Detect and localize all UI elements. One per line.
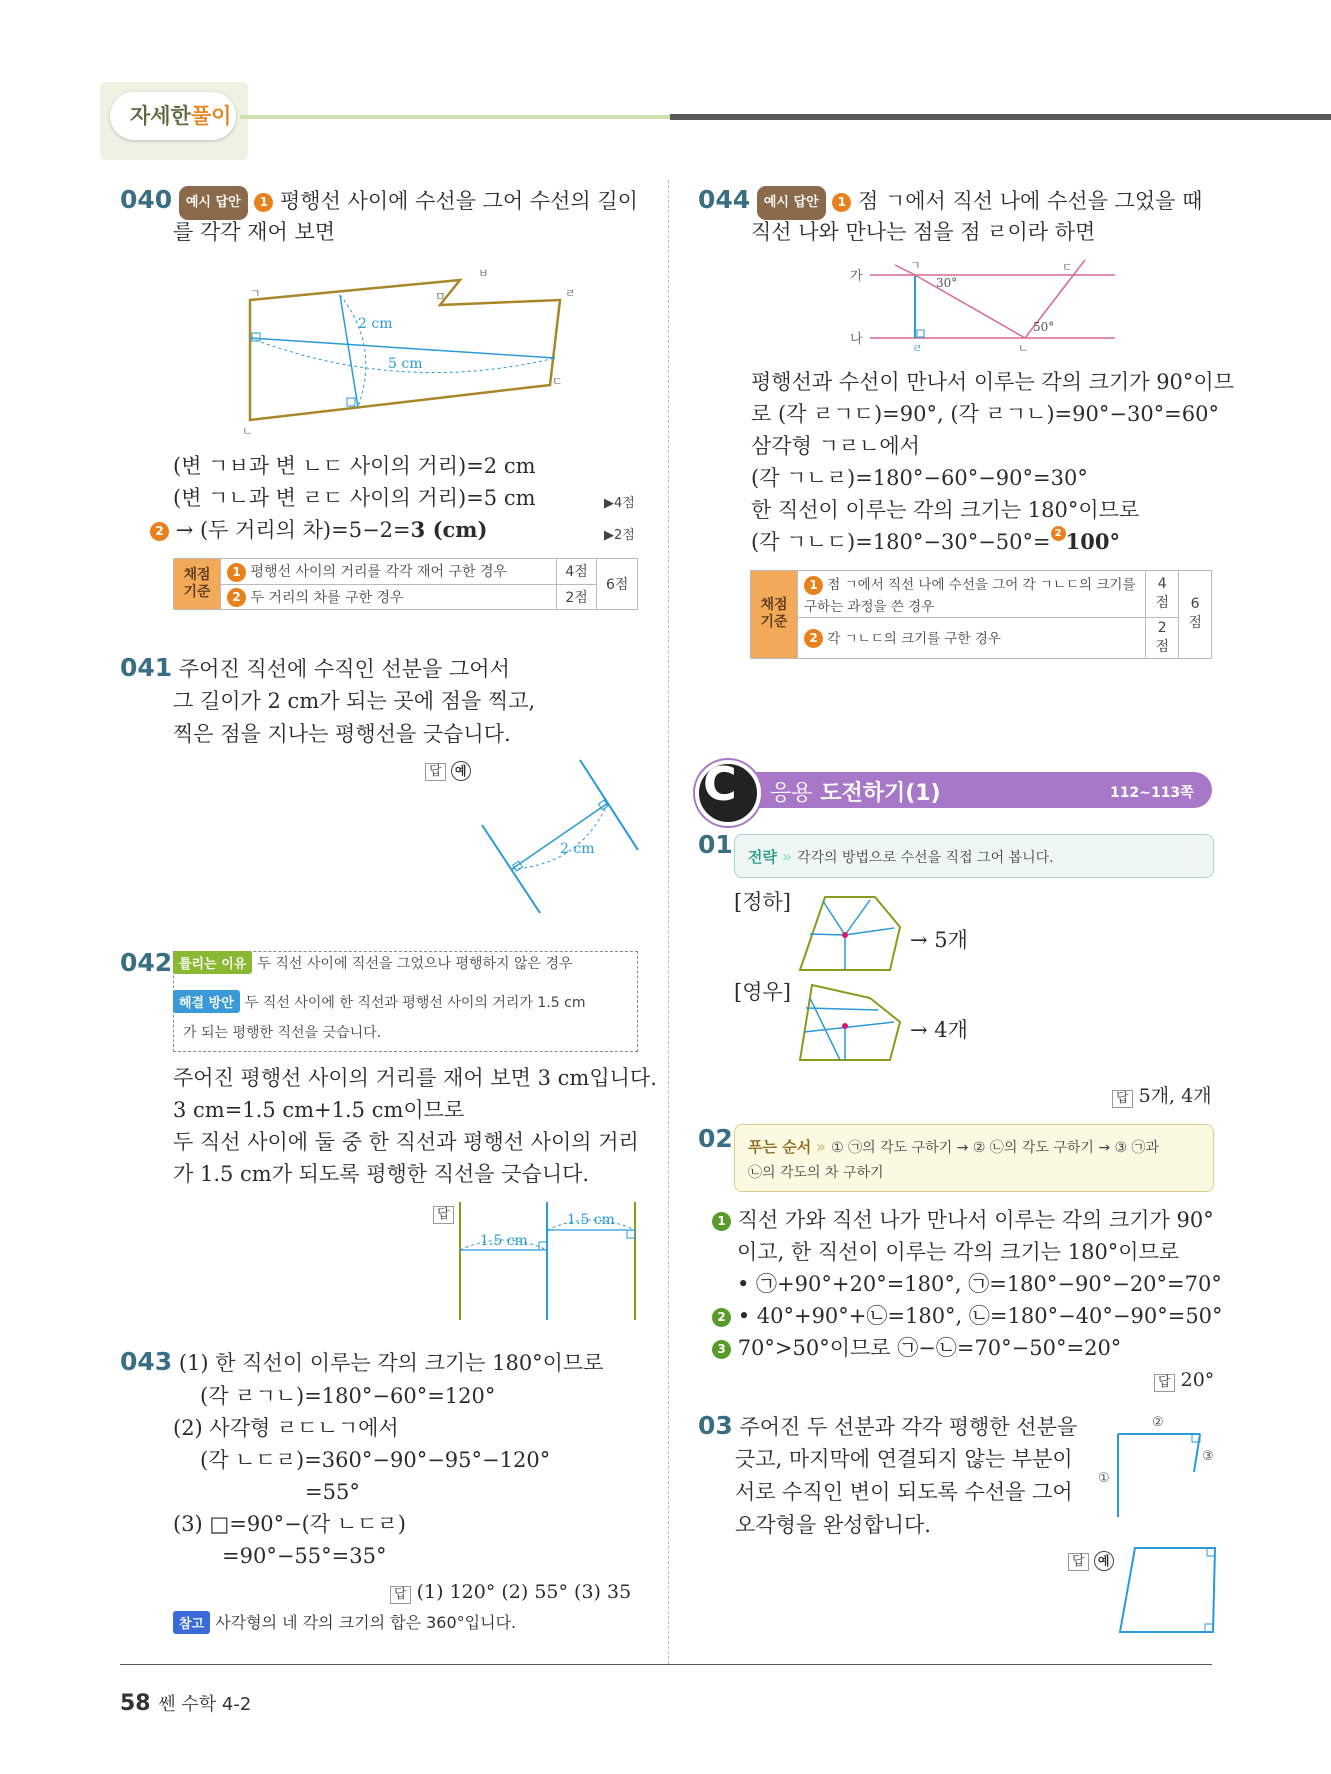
p042-solve-row2: 가 되는 평행한 직선을 긋습니다. [183,1025,382,1041]
answer-01: 답 5개, 4개 [1112,1080,1212,1112]
vertex-label: ㄱ [250,287,261,300]
figure-042 [455,1200,640,1325]
answer-02: 답 20° [1154,1364,1214,1396]
measure-label: 1.5 cm [567,1212,615,1228]
q03-line4: 오각형을 완성합니다. [735,1513,931,1537]
problem-041-line3: 찍은 점을 지나는 평행선을 긋습니다. [173,722,511,746]
angle-label: 50° [1033,320,1055,334]
q03-line2: 긋고, 마지막에 연결되지 않는 부분이 [735,1447,1073,1471]
p040-pts-1: ▶4점 [604,496,635,511]
figure-041 [470,755,650,915]
figure-040 [230,255,590,445]
q02-order-1: 푸는 순서 » ① ㉠의 각도 구하기 → ② ㉡의 각도 구하기 → ③ ㉠과 [748,1137,1160,1156]
p040-line-c: 2 → (두 거리의 차)=5−2=3 (cm) [150,514,487,546]
measure-label: 1.5 cm [480,1233,528,1249]
vertex-label: ㅂ [478,267,489,280]
measure-label: 2 cm [560,841,595,857]
q01-result-1: → 5개 [910,928,968,952]
problem-040-line1: 040 예시 답안 1 평행선 사이에 수선을 그어 수선의 길이 [120,184,638,220]
vertex-label: ㄴ [242,425,253,438]
footer-rule [120,1664,1212,1665]
figure-044 [840,255,1120,355]
q02-line-5: 3 70°>50°이므로 ㉠−㉡=70°−50°=20° [712,1332,1121,1364]
vertex-label: ㄹ [565,287,576,300]
angle-label: 30° [936,276,958,290]
measure-label: 2 cm [358,316,393,332]
q02-line-4: 2 • 40°+90°+㉡=180°, ㉡=180°−40°−90°=50° [712,1300,1223,1332]
p043-line5: =55° [305,1480,360,1504]
p043-note: 참고 사각형의 네 각의 크기의 합은 360°입니다. [173,1610,516,1634]
p043-line2: (각 ㄹㄱㄴ)=180°−60°=120° [200,1384,496,1408]
segment-label: ① [1098,1471,1110,1486]
problem-043-line1: 043 (1) 한 직선이 이루는 각의 크기는 180°이므로 [120,1347,604,1376]
q02-line-3: • ㉠+90°+20°=180°, ㉠=180°−90°−20°=70° [737,1272,1222,1296]
p040-line-b: (변 ㄱㄴ과 변 ㄹㄷ 사이의 거리)=5 cm [173,486,536,510]
answer-042: 답 [433,1203,454,1224]
p044-line-6: (각 ㄱㄴㄷ)=180°−30°−50°= 2 100° [751,528,1120,554]
q03-line3: 서로 수직인 변이 되도록 수선을 그어 [735,1480,1073,1504]
p042-reason-row: 틀리는 이유 두 직선 사이에 직선을 그었으나 평행하지 않은 경우 [173,951,573,974]
vertex-label: ㄷ [552,375,563,388]
section-c-title: 응용 도전하기(1) [770,781,941,806]
header-rule-light [240,115,670,119]
p043-line4: (각 ㄴㄷㄹ)=360°−90°−95°−120° [200,1448,551,1472]
header-logo-text: 자세한풀이 [130,104,232,128]
vertex-label: ㅁ [435,290,446,303]
question-03-line1: 03 주어진 두 선분과 각각 평행한 선분을 [698,1411,1078,1440]
line-label: 나 [850,332,863,347]
vertex-label: ㄹ [912,342,923,355]
question-01-number: 01 [698,830,733,859]
p043-line3: (2) 사각형 ㄹㄷㄴㄱ에서 [173,1416,399,1440]
q01-name-1: [정하] [734,890,791,914]
p042-text-3: 두 직선 사이에 둘 중 한 직선과 평행선 사이의 거리 [173,1130,639,1154]
figure-01-b [790,980,905,1065]
p043-line7: =90°−55°=35° [222,1544,387,1568]
q01-result-2: → 4개 [910,1018,968,1042]
vertex-label: ㄷ [1062,261,1073,274]
p040-pts-2: ▶2점 [604,528,635,543]
problem-044-line1: 044 예시 답안 1 점 ㄱ에서 직선 나에 수선을 그었을 때 [698,184,1202,220]
header-rule-dark [670,114,1331,120]
problem-044-line2: 직선 나와 만나는 점을 점 ㄹ이라 하면 [751,220,1096,244]
p040-line-a: (변 ㄱㅂ과 변 ㄴㄷ 사이의 거리)=2 cm [173,454,536,478]
segment-label: ② [1152,1415,1164,1430]
problem-042-number: 042 [120,948,173,977]
p042-text-2: 3 cm=1.5 cm+1.5 cm이므로 [173,1098,465,1122]
q02-line-2: 이고, 한 직선이 이루는 각의 크기는 180°이므로 [737,1240,1180,1264]
p042-text-4: 가 1.5 cm가 되도록 평행한 직선을 긋습니다. [173,1162,590,1186]
vertex-label: ㄱ [910,259,921,272]
problem-040-line2: 를 각각 재어 보면 [173,220,336,244]
column-divider [668,180,669,1664]
p042-text-1: 주어진 평행선 사이의 거리를 재어 보면 3 cm입니다. [173,1066,657,1090]
line-label: 가 [850,269,863,284]
problem-041-line1: 041 주어진 직선에 수직인 선분을 그어서 [120,653,510,682]
figure-01-a [790,892,905,972]
segment-label: ③ [1202,1449,1214,1464]
section-c-letter: C [703,757,737,811]
answer-041: 답 예 [425,760,471,781]
p044-line-1: 평행선과 수선이 만나서 이루는 각의 크기가 90°이므 [751,370,1234,394]
q02-line-1: 1 직선 가와 직선 나가 만나서 이루는 각의 크기가 90° [712,1204,1214,1236]
q01-strategy: 전략 » 각각의 방법으로 수선을 직접 그어 봅니다. [748,847,1054,866]
p044-line-3: 삼각형 ㄱㄹㄴ에서 [751,434,920,458]
p044-line-2: 로 (각 ㄹㄱㄷ)=90°, (각 ㄹㄱㄴ)=90°−30°=60° [751,402,1219,426]
p044-line-5: 한 직선이 이루는 각의 크기는 180°이므로 [751,498,1140,522]
problem-041-line2: 그 길이가 2 cm가 되는 곳에 점을 찍고, [173,689,536,713]
measure-label: 5 cm [388,356,423,372]
question-02-number: 02 [698,1124,733,1153]
answer-03: 답 예 [1068,1550,1114,1571]
score-table-044: 채점 기준 1 점 ㄱ에서 직선 나에 수선을 그어 각 ㄱㄴㄷ의 크기를 구하는 과정을 쓴 경우 4점 6점 2 각 ㄱㄴㄷ의 크기를 구한 경우 2점 [750,570,1212,659]
figure-03-answer [1115,1540,1225,1640]
score-table-040: 채점 기준 1 평행선 사이의 거리를 각각 재어 구한 경우 4점 6점 2 두 거리의 차를 구한 경우 2점 [173,558,638,610]
footer-page: 58 쎈 수학 4-2 [120,1691,252,1716]
p044-line-4: (각 ㄱㄴㄹ)=180°−60°−90°=30° [751,466,1088,490]
section-c-pages: 112~113쪽 [1110,785,1194,801]
q01-name-2: [영우] [734,980,791,1004]
p043-line6: (3) □=90°−(각 ㄴㄷㄹ) [173,1512,406,1536]
p042-solve-row: 해결 방안 두 직선 사이에 한 직선과 평행선 사이의 거리가 1.5 cm [173,990,585,1013]
vertex-label: ㄴ [1018,342,1029,355]
q02-order-2: ㉡의 각도의 차 구하기 [748,1165,884,1181]
answer-043: 답 (1) 120° (2) 55° (3) 35 [390,1576,631,1608]
figure-03-given [1090,1412,1220,1527]
